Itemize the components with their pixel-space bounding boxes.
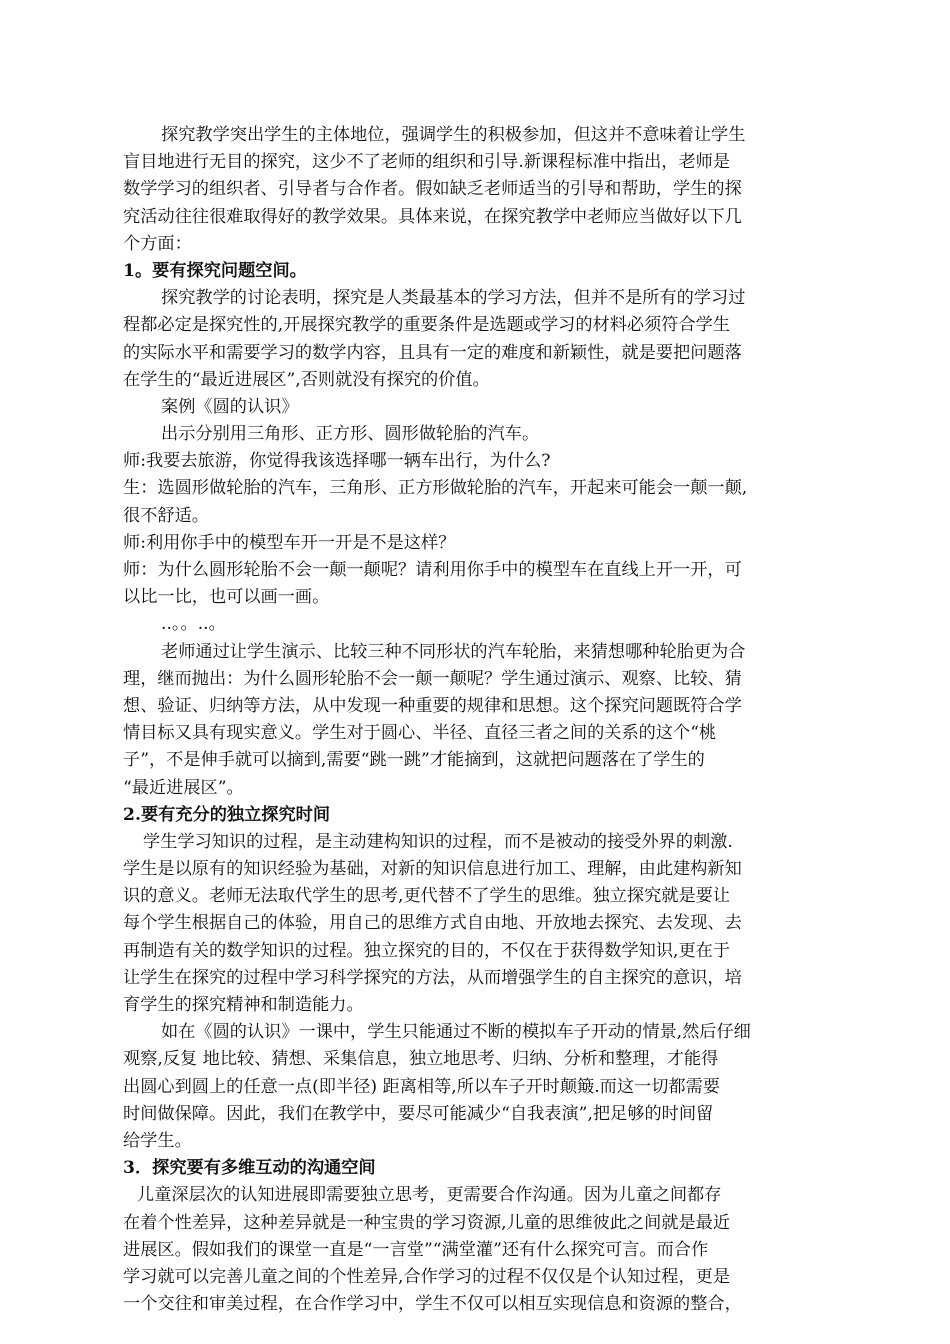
p3-line-2: 学生是以原有的知识经验为基础，对新的知识信息进行加工、理解，由此建构新知 xyxy=(123,859,742,880)
intro-line-1: 探究教学突出学生的主体地位，强调学生的积极参加，但这并不意味着让学生 xyxy=(161,125,746,145)
intro-line-5: 个方面： xyxy=(123,233,192,254)
p2-line-4: 情目标又具有现实意义。学生对于圆心、半径、直径三者之间的关系的这个“桃 xyxy=(123,723,717,744)
intro-line-4: 究活动往往很难取得好的教学效果。具体来说，在探究教学中老师应当做好以下几 xyxy=(123,206,742,227)
section-heading-1: 1。要有探究问题空间。 xyxy=(123,260,307,281)
p4-line-2: 观察,反复 地比较、猜想、采集信息，独立地思考、归纳、分析和整理，才能得 xyxy=(123,1049,719,1070)
case-title: 案例《圆的认识》 xyxy=(161,396,299,417)
p5-line-3: 进展区。假如我们的课堂一直是“一言堂”“满堂灌”还有什么探究可言。而合作 xyxy=(123,1239,709,1260)
dialog-line-2: 生：选圆形做轮胎的汽车，三角形、正方形做轮胎的汽车，开起来可能会一颠一颠, xyxy=(123,478,748,499)
p5-line-1: 儿童深层次的认知进展即需要独立思考，更需要合作沟通。因为儿童之间都存 xyxy=(137,1185,722,1206)
dialog-line-6: 以比一比，也可以画一画。 xyxy=(123,587,330,608)
p1-line-2: 程都必定是探究性的,开展探究教学的重要条件是选题或学习的材料必须符合学生 xyxy=(123,315,731,336)
document-body xyxy=(123,122,835,1318)
p2-line-1: 老师通过让学生演示、比较三种不同形状的汽车轮胎，来猜想哪种轮胎更为合 xyxy=(161,641,746,662)
dialog-line-3: 很不舒适。 xyxy=(123,505,209,526)
case-intro: 出示分别用三角形、正方形、圆形做轮胎的汽车。 xyxy=(161,424,540,445)
dialog-line-4: 师:利用你手中的模型车开一开是不是这样？ xyxy=(123,532,456,553)
section-heading-2: 2.要有充分的独立探究时间 xyxy=(123,804,331,825)
intro-line-3: 数学学习的组织者、引导者与合作者。假如缺乏老师适当的引导和帮助，学生的探 xyxy=(123,179,742,200)
ellipsis-line: ..。。..。 xyxy=(161,614,226,635)
section-heading-3: 3．探究要有多维互动的沟通空间 xyxy=(123,1158,376,1179)
p3-line-5: 再制造有关的数学知识的过程。独立探究的目的，不仅在于获得数学知识,更在于 xyxy=(123,940,731,961)
p1-line-4: 在学生的“最近进展区”,否则就没有探究的价值。 xyxy=(123,369,490,390)
p1-line-1: 探究教学的讨论表明，探究是人类最基本的学习方法，但并不是所有的学习过 xyxy=(161,288,746,309)
p3-line-1: 学生学习知识的过程，是主动建构知识的过程，而不是被动的接受外界的刺激. xyxy=(143,831,733,852)
p2-line-2: 理，继而抛出：为什么圆形轮胎不会一颠一颠呢？学生通过演示、观察、比较、猜 xyxy=(123,668,742,689)
p2-line-3: 想、验证、归纳等方法，从中发现一种重要的规律和思想。这个探究问题既符合学 xyxy=(123,695,742,716)
intro-line-2: 盲目地进行无目的探究，这少不了老师的组织和引导.新课程标准中指出，老师是 xyxy=(123,152,731,173)
p4-line-1: 如在《圆的认识》一课中，学生只能通过不断的模拟车子开动的情景,然后仔细 xyxy=(161,1022,751,1043)
dialog-line-5: 师：为什么圆形轮胎不会一颠一颠呢？请利用你手中的模型车在直线上开一开，可 xyxy=(123,560,742,580)
p3-line-4: 每个学生根据自己的体验，用自己的思维方式自由地、开放地去探究、去发现、去 xyxy=(123,913,742,934)
p3-line-6: 让学生在探究的过程中学习科学探究的方法，从而增强学生的自主探究的意识，培 xyxy=(123,967,742,988)
p5-line-2: 在着个性差异，这种差异就是一种宝贵的学习资源,儿童的思维彼此之间就是最近 xyxy=(123,1212,731,1233)
p5-line-5: 一个交往和审美过程，在合作学习中，学生不仅可以相互实现信息和资源的整合， xyxy=(123,1294,742,1315)
p4-line-4: 时间做保障。因此，我们在教学中，要尽可能减少“自我表演”,把足够的时间留 xyxy=(123,1103,714,1124)
p3-line-7: 育学生的探究精神和制造能力。 xyxy=(123,995,364,1015)
p4-line-5: 给学生。 xyxy=(123,1130,192,1151)
p3-line-3: 识的意义。老师无法取代学生的思考,更代替不了学生的思维。独立探究就是要让 xyxy=(123,886,731,907)
p1-line-3: 的实际水平和需要学习的数学内容，且具有一定的难度和新颖性，就是要把问题落 xyxy=(123,342,742,363)
p2-line-6: “最近进展区”。 xyxy=(123,777,244,798)
p2-line-5: 子”，不是伸手就可以摘到,需要“跳一跳”才能摘到，这就把问题落在了学生的 xyxy=(123,750,705,771)
p4-line-3: 出圆心到圆上的任意一点(即半径) 距离相等,所以车子开时颠簸.而这一切都需要 xyxy=(123,1076,720,1097)
dialog-line-1: 师:我要去旅游，你觉得我该选择哪一辆车出行，为什么? xyxy=(123,451,551,472)
p5-line-4: 学习就可以完善儿童之间的个性差异,合作学习的过程不仅仅是个认知过程，更是 xyxy=(123,1266,731,1287)
